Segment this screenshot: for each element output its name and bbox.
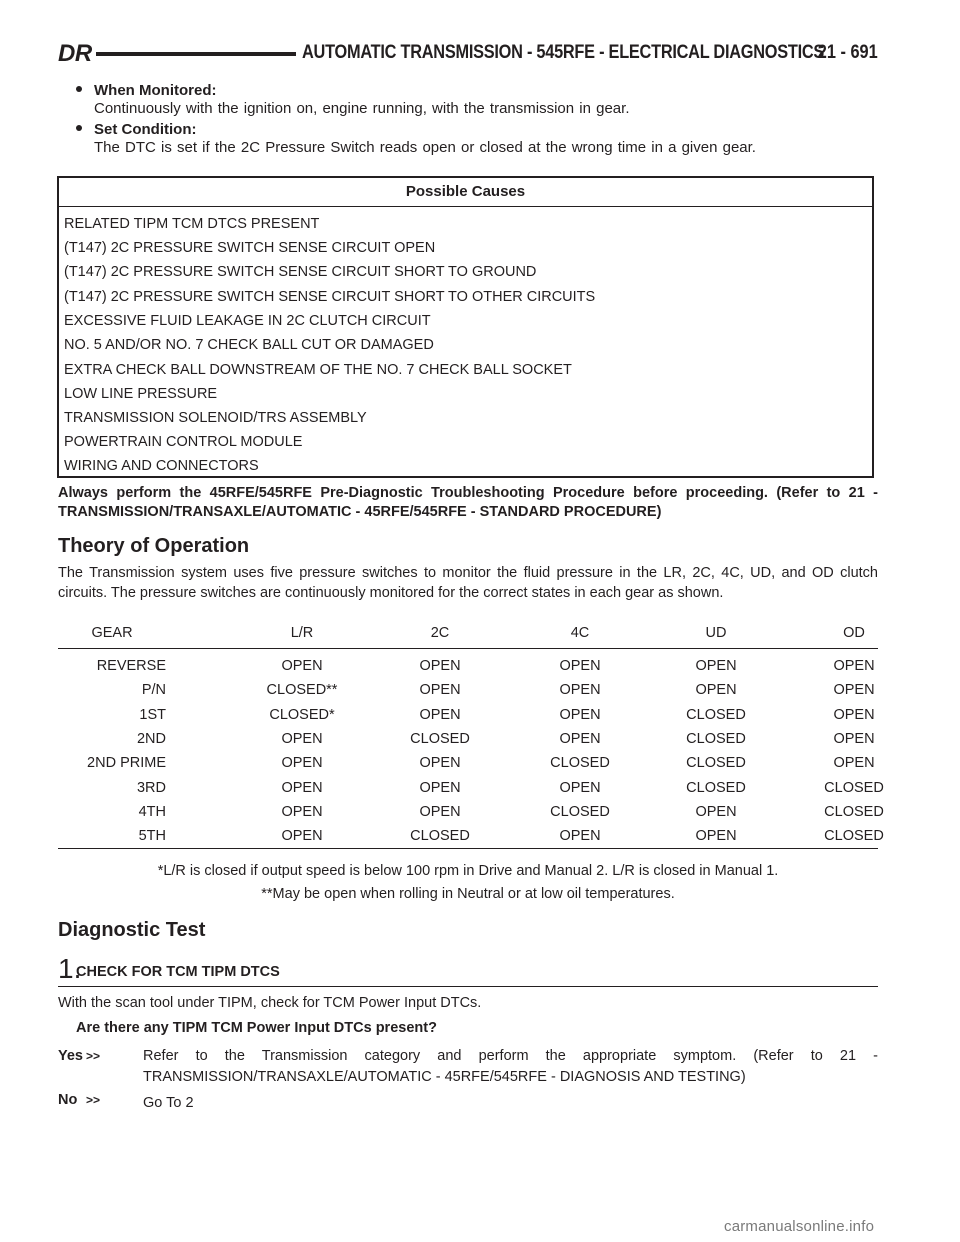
switch-state-cell: OPEN xyxy=(281,828,323,845)
cause-item: EXCESSIVE FLUID LEAKAGE IN 2C CLUTCH CIRCUIT xyxy=(64,313,431,329)
possible-causes-heading: Possible Causes xyxy=(59,178,872,207)
cause-item: (T147) 2C PRESSURE SWITCH SENSE CIRCUIT OPEN xyxy=(64,240,436,256)
switch-state-cell: CLOSED xyxy=(686,706,746,723)
switch-state-cell: OPEN xyxy=(559,706,601,723)
theory-text: The Transmission system uses five pressure switches to monitor the fluid pressure in the LR, 2C, 4C, UD, and OD clutch circuits. The pressure switches are continuously monitored for the correct states in each gear as shown. xyxy=(58,565,878,601)
bullet-label: When Monitored: xyxy=(94,82,217,99)
cause-item: RELATED TIPM TCM DTCS PRESENT xyxy=(64,216,320,232)
switch-state-cell: OPEN xyxy=(695,828,737,845)
step-question: Are there any TIPM TCM Power Input DTCs present? xyxy=(76,1020,437,1036)
cause-item: (T147) 2C PRESSURE SWITCH SENSE CIRCUIT SHORT TO GROUND xyxy=(64,264,537,280)
switch-state-cell: CLOSED xyxy=(410,828,470,845)
switch-state-cell: OPEN xyxy=(281,658,323,674)
header-title: AUTOMATIC TRANSMISSION - 545RFE - ELECTRICAL DIAGNOSTICS xyxy=(302,42,825,63)
gear-name-cell: P/N xyxy=(141,682,166,699)
switch-state-cell: OPEN xyxy=(281,779,323,796)
theory-heading: Theory of Operation xyxy=(58,535,250,557)
bullet-text: The DTC is set if the 2C Pressure Switch reads open or closed at the wrong time in a given gear. xyxy=(94,139,756,156)
cause-item: NO. 5 AND/OR NO. 7 CHECK BALL CUT OR DAMAGED xyxy=(64,337,434,353)
gear-name-cell: 2ND PRIME xyxy=(87,755,166,772)
switch-state-cell: OPEN xyxy=(419,803,461,820)
table-rule xyxy=(58,848,878,849)
table-rule xyxy=(58,648,878,649)
pre-diagnostic-note: Always perform the 45RFE/545RFE Pre-Diagnostic Troubleshooting Procedure before proceeding. (Refer to 21 - TRANSMISSION/TRANSAXLE/AUTOMATIC - 45RFE/545RFE - STANDARD PROCEDURE) xyxy=(58,485,878,520)
switch-state-cell: CLOSED xyxy=(686,730,746,747)
diagnostic-heading: Diagnostic Test xyxy=(58,919,206,941)
bullet-label: Set Condition: xyxy=(94,121,197,138)
step-number: 1. xyxy=(58,953,82,984)
cause-item: (T147) 2C PRESSURE SWITCH SENSE CIRCUIT SHORT TO OTHER CIRCUITS xyxy=(64,289,596,305)
cause-item: LOW LINE PRESSURE xyxy=(64,386,218,402)
bullet-text: Continuously with the ignition on, engine running, with the transmission in gear. xyxy=(94,100,630,117)
switch-state-cell: OPEN xyxy=(281,755,323,772)
gear-name-cell: 1ST xyxy=(139,706,166,723)
switch-state-cell: OPEN xyxy=(281,803,323,820)
switch-state-cell: OPEN xyxy=(559,658,601,674)
switch-state-cell: OPEN xyxy=(833,682,875,699)
answer-no-label: No xyxy=(58,1092,78,1108)
step-title: CHECK FOR TCM TIPM DTCS xyxy=(76,964,280,980)
step-instruction: With the scan tool under TIPM, check for TCM Power Input DTCs. xyxy=(58,995,482,1011)
bullet-dot-icon xyxy=(76,86,82,92)
switch-state-cell: OPEN xyxy=(419,706,461,723)
bullet-dot-icon xyxy=(76,125,82,131)
gear-name-cell: REVERSE xyxy=(96,658,166,674)
possible-causes-box xyxy=(57,176,874,478)
gear-name-cell: 5TH xyxy=(138,828,166,845)
switch-state-cell: OPEN xyxy=(559,828,601,845)
switch-state-cell: OPEN xyxy=(695,658,737,674)
switch-state-cell: CLOSED xyxy=(824,779,884,796)
cause-item: TRANSMISSION SOLENOID/TRS ASSEMBLY xyxy=(64,410,367,426)
step-rule xyxy=(58,986,878,987)
cause-item: POWERTRAIN CONTROL MODULE xyxy=(64,434,303,450)
switch-state-cell: CLOSED xyxy=(550,755,610,772)
page-header xyxy=(58,40,878,72)
answer-no-text[interactable]: Go To 2 xyxy=(143,1095,194,1111)
switch-state-cell: CLOSED xyxy=(824,803,884,820)
gear-name-cell: 3RD xyxy=(136,779,166,796)
switch-state-cell: OPEN xyxy=(833,755,875,772)
header-model-code: DR xyxy=(58,40,92,67)
header-rule xyxy=(96,52,296,56)
column-header: GEAR xyxy=(91,625,133,641)
switch-state-cell: CLOSED** xyxy=(266,682,338,699)
column-header: UD xyxy=(705,625,727,641)
switch-state-cell: CLOSED* xyxy=(269,706,335,723)
switch-state-cell: CLOSED xyxy=(410,730,470,747)
switch-state-cell: OPEN xyxy=(833,658,875,674)
arrow-icon: >> xyxy=(86,1049,101,1063)
switch-state-cell: CLOSED xyxy=(824,828,884,845)
table-footnote: **May be open when rolling in Neutral or at low oil temperatures. xyxy=(261,886,675,902)
switch-state-cell: OPEN xyxy=(695,803,737,820)
column-header: L/R xyxy=(290,625,314,641)
column-header: 2C xyxy=(430,625,450,641)
switch-state-cell: OPEN xyxy=(559,730,601,747)
switch-state-cell: OPEN xyxy=(833,730,875,747)
cause-item: WIRING AND CONNECTORS xyxy=(64,458,259,474)
switch-state-cell: CLOSED xyxy=(550,803,610,820)
switch-state-cell: OPEN xyxy=(559,779,601,796)
switch-state-cell: OPEN xyxy=(695,682,737,699)
column-header: 4C xyxy=(570,625,590,641)
watermark-text: carmanualsonline.info xyxy=(724,1218,875,1235)
switch-state-cell: OPEN xyxy=(559,682,601,699)
header-page-number: 21 - 691 xyxy=(818,42,878,63)
arrow-icon: >> xyxy=(86,1093,101,1107)
switch-state-cell: OPEN xyxy=(833,706,875,723)
table-footnote: *L/R is closed if output speed is below 100 rpm in Drive and Manual 2. L/R is closed in Manual 1. xyxy=(157,863,779,879)
answer-yes-text: Refer to the Transmission category and perform the appropriate symptom. (Refer to 21 - TRANSMISSION/TRANSAXLE/AUTOMATIC - 45RFE/545RFE - DIAGNOSIS AND TESTING) xyxy=(143,1048,878,1085)
cause-item: EXTRA CHECK BALL DOWNSTREAM OF THE NO. 7 CHECK BALL SOCKET xyxy=(64,362,572,378)
switch-state-cell: CLOSED xyxy=(686,779,746,796)
switch-state-cell: OPEN xyxy=(281,730,323,747)
gear-name-cell: 4TH xyxy=(138,803,166,820)
switch-state-cell: OPEN xyxy=(419,755,461,772)
switch-state-cell: OPEN xyxy=(419,779,461,796)
column-header: OD xyxy=(843,625,865,641)
answer-yes-label: Yes xyxy=(58,1048,83,1064)
switch-state-cell: OPEN xyxy=(419,682,461,699)
gear-name-cell: 2ND xyxy=(136,730,166,747)
switch-state-cell: OPEN xyxy=(419,658,461,674)
switch-state-cell: CLOSED xyxy=(686,755,746,772)
